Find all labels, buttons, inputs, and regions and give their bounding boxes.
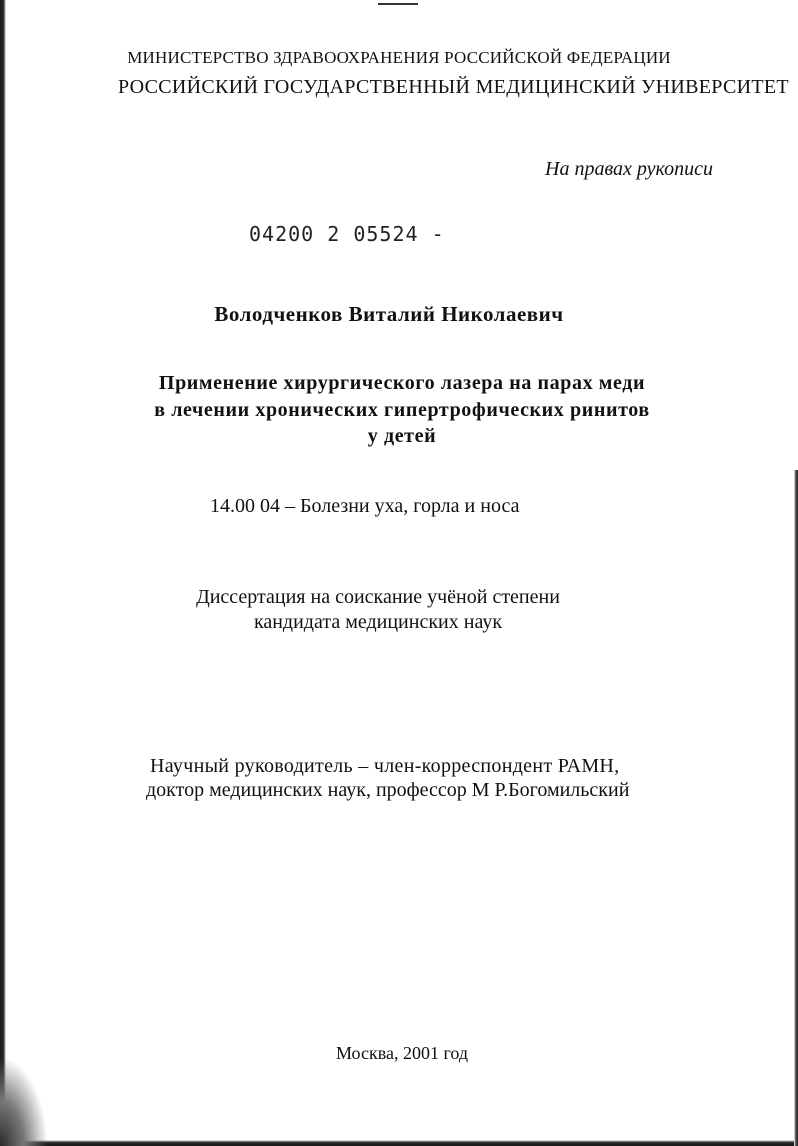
thesis-title-line-2: в лечении хронических гипертрофических ринитов — [154, 399, 650, 421]
author-name: Володченков Виталий Николаевич — [214, 302, 564, 326]
dissertation-type-line-2: кандидата медицинских наук — [253, 611, 503, 633]
supervisor-line-1: Научный руководитель – член-корреспондент РАМН, — [150, 755, 620, 777]
specialty-code: 14.00 04 – Болезни уха, горла и носа — [210, 495, 520, 517]
scan-edge-left — [0, 0, 6, 1146]
manuscript-rights-note: На правах рукописи — [545, 158, 713, 180]
scan-top-mark — [378, 3, 418, 5]
thesis-title-line-3: у детей — [367, 425, 437, 447]
scan-edge-bottom — [0, 1140, 798, 1146]
place-and-year: Москва, 2001 год — [335, 1043, 469, 1063]
ministry-heading: МИНИСТЕРСТВО ЗДРАВООХРАНЕНИЯ РОССИЙСКОЙ ФЕДЕРАЦИИ — [127, 48, 671, 67]
dissertation-type-line-1: Диссертация на соискание учёной степени — [196, 586, 560, 608]
university-heading: РОССИЙСКИЙ ГОСУДАРСТВЕННЫЙ МЕДИЦИНСКИЙ УНИВЕРСИТЕТ — [118, 76, 789, 98]
thesis-title-line-1: Применение хирургического лазера на парах меди — [158, 372, 646, 394]
registration-stamp: 04200 2 05524 - — [249, 222, 445, 246]
supervisor-line-2: доктор медицинских наук, профессор М Р.Богомильский — [146, 779, 630, 801]
scan-corner-smudge — [0, 1056, 48, 1146]
